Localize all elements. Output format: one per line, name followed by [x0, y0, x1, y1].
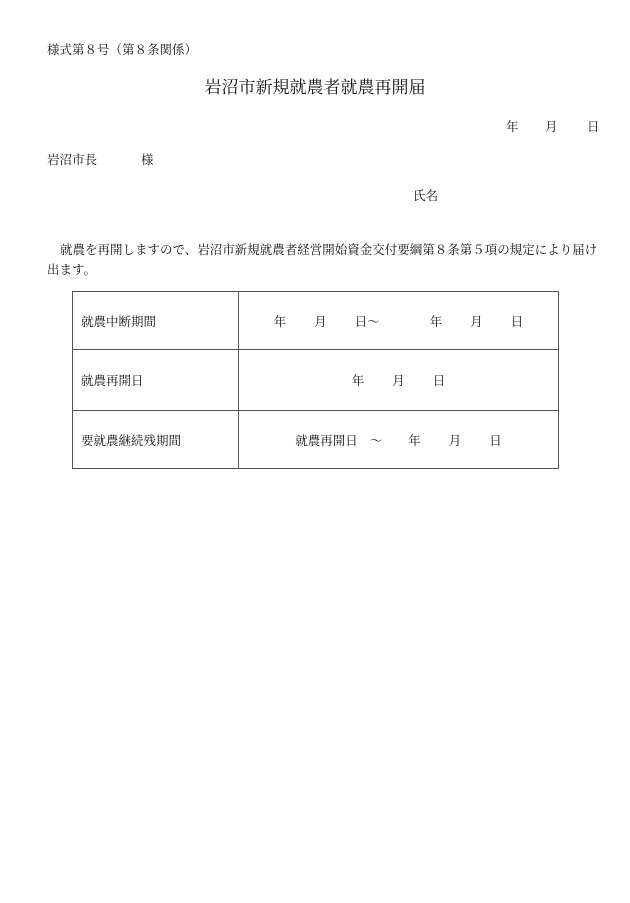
day-label: 日 — [510, 313, 524, 329]
applicant-name-label: 氏名 — [413, 188, 439, 203]
month-label: 月 — [314, 313, 327, 329]
addressee-honorific: 様 — [141, 152, 154, 167]
row-label: 要就農継続残期間 — [73, 411, 239, 469]
form-number: 様式第８号（第８条関係） — [47, 42, 198, 57]
tilde: ～ — [369, 432, 383, 448]
month-label: 月 — [392, 373, 405, 388]
interruption-period-value — [239, 292, 559, 350]
year-label: 年 — [429, 313, 443, 329]
day-tilde-label: 日～ — [354, 313, 380, 329]
year-label: 年 — [273, 313, 287, 329]
date-day-label: 日 — [587, 119, 600, 134]
month-label: 月 — [470, 313, 483, 329]
remaining-period-value — [239, 411, 559, 469]
body-text: 就農を再開しますので、岩沼市新規就農者経営開始資金交付要綱第８条第５項の規定により届け出ます。 — [47, 242, 598, 277]
date-month-label: 月 — [545, 119, 558, 134]
day-label: 日 — [432, 373, 446, 388]
day-label: 日 — [489, 432, 502, 448]
addressee-name: 岩沼市長 — [47, 152, 98, 167]
resumption-date-text: 就農再開日 — [295, 432, 358, 448]
table-row — [73, 350, 559, 411]
resumption-date-value — [239, 350, 559, 411]
year-label: 年 — [408, 432, 421, 448]
date-year-label: 年 — [506, 119, 519, 134]
row-label: 就農中断期間 — [73, 292, 239, 350]
year-label: 年 — [351, 373, 365, 388]
month-label: 月 — [448, 432, 462, 448]
table-row — [73, 411, 559, 469]
page-title: 岩沼市新規就農者就農再開届 — [204, 78, 426, 98]
table-row — [73, 292, 559, 350]
row-label: 就農再開日 — [73, 350, 239, 411]
resumption-table — [72, 291, 559, 469]
